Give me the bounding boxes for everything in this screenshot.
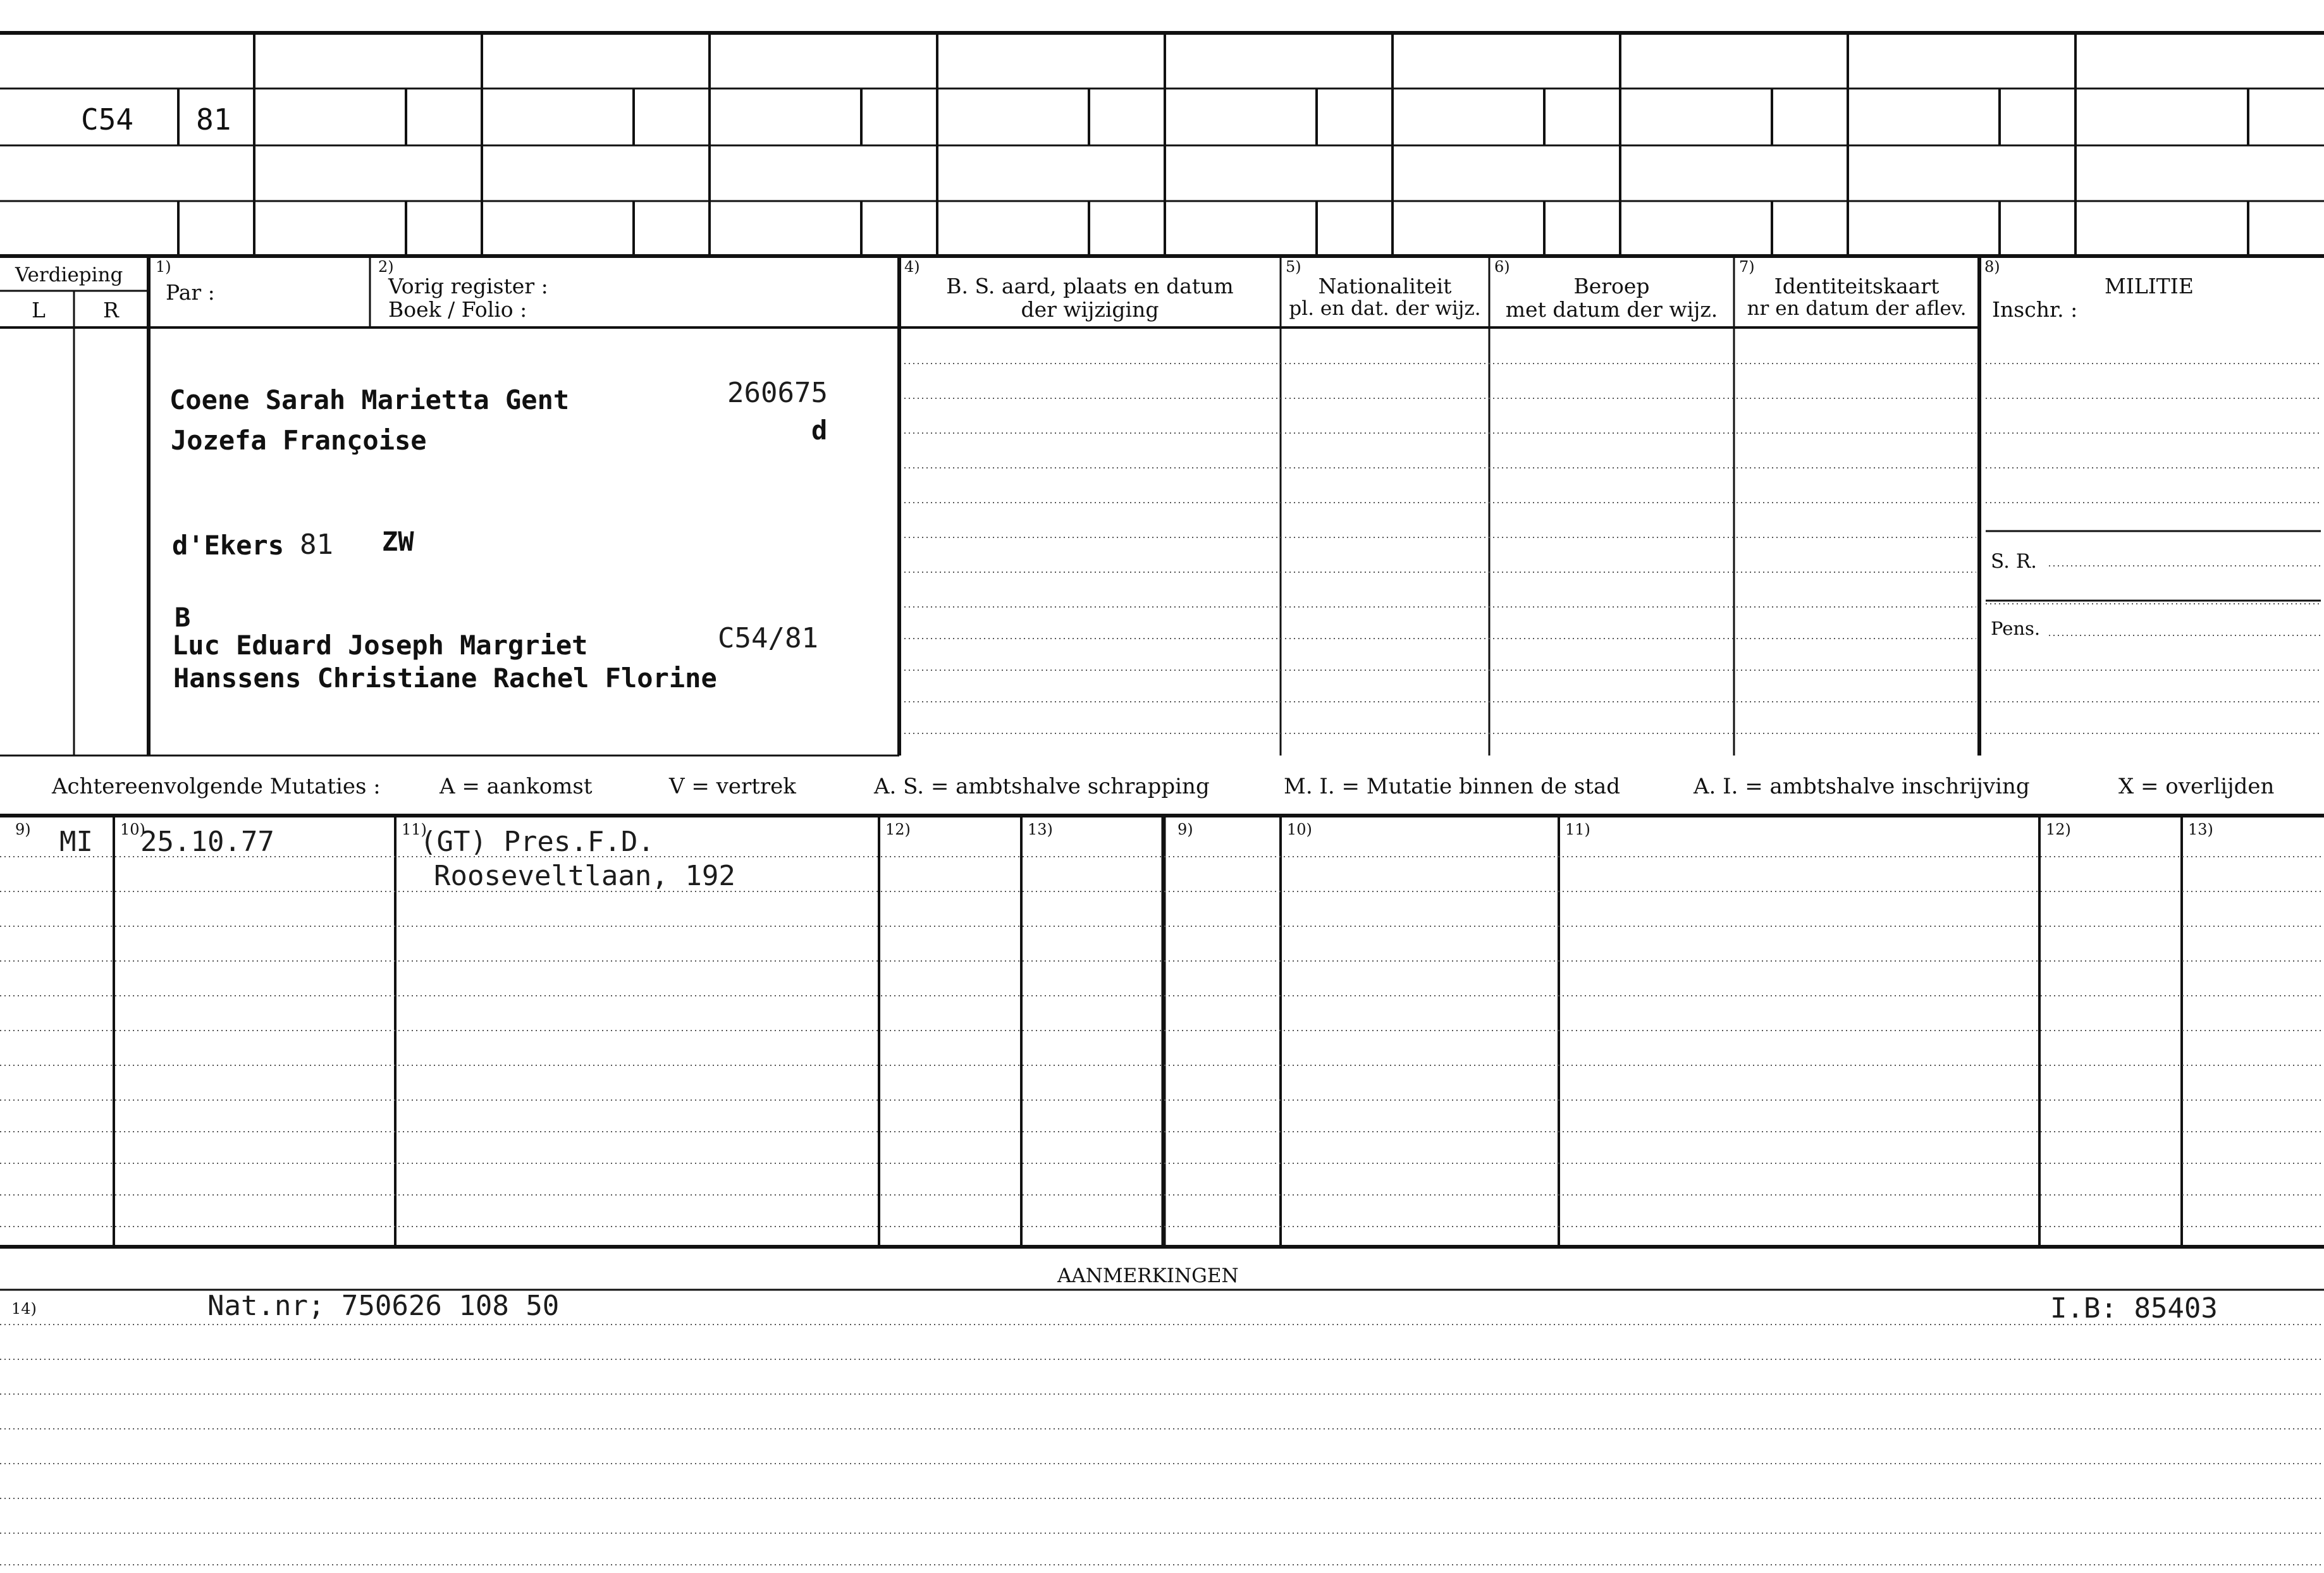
mutation-address-line2: Rooseveltlaan, 192 <box>434 860 735 892</box>
par-number: 1) <box>156 258 171 276</box>
beroep-number: 6) <box>1494 258 1510 276</box>
vorig-number: 2) <box>378 258 394 276</box>
beroep-header-line2: met datum der wijz. <box>1505 297 1718 322</box>
mut-col-9-left: 9) <box>15 821 31 838</box>
national-number: Nat.nr; 750626 108 50 <box>207 1290 560 1322</box>
boek-folio-label: Boek / Folio : <box>388 297 527 322</box>
parents-line1: Luc Eduard Joseph Margriet <box>172 630 588 661</box>
mutation-type: MI <box>59 826 93 858</box>
verdieping-label: Verdieping <box>15 264 123 286</box>
bs-header-line1: B. S. aard, plaats en datum <box>946 274 1234 298</box>
mutation-date: 25.10.77 <box>140 826 274 858</box>
mut-col-11-right: 11) <box>1565 821 1590 838</box>
address-street: d'Ekers <box>172 530 285 561</box>
ib-number: I.B: 85403 <box>2050 1292 2218 1325</box>
card-code: C54 <box>81 102 134 137</box>
b-mark: B <box>175 602 191 633</box>
parents-line2: Hanssens Christiane Rachel Florine <box>173 663 717 694</box>
legend-x: X = overlijden <box>2118 774 2275 799</box>
legend-ai: A. I. = ambtshalve inschrijving <box>1694 774 2030 799</box>
nat-number: 5) <box>1286 258 1301 276</box>
person-name-line2: Jozefa Françoise <box>171 425 427 456</box>
remarks-number: 14) <box>11 1300 37 1318</box>
person-name-line1: Coene Sarah Marietta Gent <box>169 384 570 415</box>
legend-mi: M. I. = Mutatie binnen de stad <box>1284 774 1620 799</box>
r-label: R <box>103 298 119 322</box>
card-number: 81 <box>196 102 231 137</box>
parents-reference: C54/81 <box>718 622 818 654</box>
mut-col-9-right: 9) <box>1177 821 1193 838</box>
mut-col-13-left: 13) <box>1028 821 1053 838</box>
mutation-address-line1: (GT) Pres.F.D. <box>420 826 655 858</box>
remarks-title: AANMERKINGEN <box>1057 1264 1239 1287</box>
id-header-line1: Identiteitskaart <box>1774 274 1940 298</box>
nat-header-line2: pl. en dat. der wijz. <box>1289 297 1481 320</box>
mut-col-12-right: 12) <box>2046 821 2071 838</box>
id-number: 7) <box>1739 258 1755 276</box>
address-zone: ZW <box>382 526 414 557</box>
beroep-header-line1: Beroep <box>1573 274 1650 298</box>
person-birthdate: 260675 <box>727 377 828 409</box>
par-label: Par : <box>166 280 215 305</box>
address-number: 81 <box>300 529 333 561</box>
mut-col-12-left: 12) <box>885 821 911 838</box>
legend-a: A = aankomst <box>440 774 593 799</box>
militie-label: MILITIE <box>2105 274 2194 298</box>
person-status-letter: d <box>811 415 828 446</box>
mut-col-10-left: 10) <box>120 821 145 838</box>
militie-number: 8) <box>1984 258 2000 276</box>
id-header-line2: nr en datum der aflev. <box>1747 297 1967 320</box>
bs-header-line2: der wijziging <box>1021 297 1159 322</box>
legend-title: Achtereenvolgende Mutaties : <box>52 774 381 799</box>
vorig-register-label: Vorig register : <box>388 274 548 298</box>
sr-label: S. R. <box>1991 550 2038 573</box>
legend-v: V = vertrek <box>669 774 796 799</box>
legend-as: A. S. = ambtshalve schrapping <box>874 774 1210 799</box>
pens-label: Pens. <box>1991 618 2041 639</box>
nat-header-line1: Nationaliteit <box>1318 274 1452 298</box>
mut-col-10-right: 10) <box>1287 821 1312 838</box>
mut-col-13-right: 13) <box>2188 821 2213 838</box>
bs-number: 4) <box>904 258 920 276</box>
mut-col-11-left: 11) <box>402 821 427 838</box>
inschr-label: Inschr. : <box>1992 297 2078 322</box>
l-label: L <box>32 298 46 322</box>
